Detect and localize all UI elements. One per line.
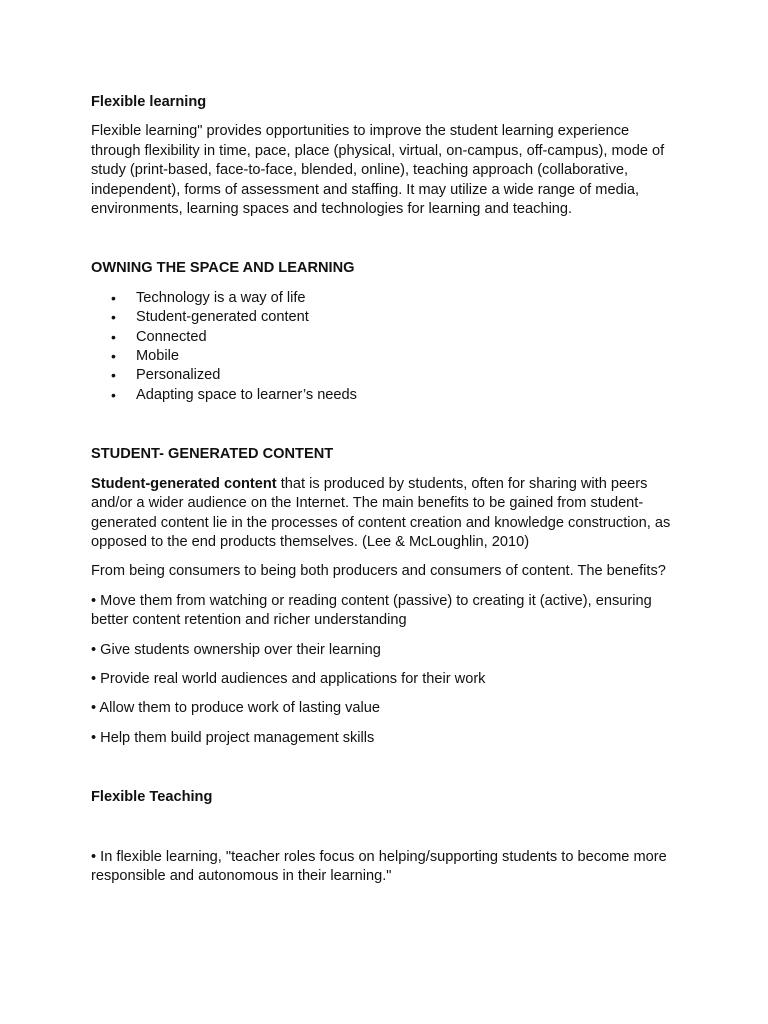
spacer (91, 689, 681, 699)
bullet-icon: • (111, 328, 116, 345)
spacer (91, 112, 681, 122)
intro-bold-term: Student-generated content (91, 475, 277, 492)
list-item-text: Technology is a way of life (136, 289, 306, 306)
list-item (91, 308, 681, 327)
list-item (91, 328, 681, 347)
list-item (91, 347, 681, 366)
heading-flexible-teaching: Flexible Teaching (91, 789, 213, 806)
bullet-icon: • (111, 367, 116, 384)
list-item-text: Student-generated content (136, 309, 309, 326)
spacer (91, 219, 681, 259)
benefit-item: • Provide real world audiences and applications for their work (91, 670, 486, 687)
document-body (91, 93, 681, 886)
spacer (91, 279, 681, 289)
list-item-text: Adapting space to learner’s needs (136, 386, 357, 403)
bullet-icon: • (111, 348, 116, 365)
list-item (91, 386, 681, 405)
flexible-teaching-paragraph: • In flexible learning, "teacher roles focus on helping/supporting students to become more responsible and autonomous in their learning." (91, 848, 667, 884)
spacer (91, 405, 681, 445)
list-item-text: Mobile (136, 348, 179, 365)
spacer (91, 719, 681, 729)
spacer (91, 631, 681, 641)
spacer (91, 748, 681, 788)
bullet-icon: • (111, 309, 116, 326)
spacer (91, 552, 681, 562)
student-generated-intro (91, 475, 681, 553)
list-item (91, 366, 681, 385)
bullet-icon: • (111, 386, 116, 403)
spacer (91, 808, 681, 848)
benefits-lead: From being consumers to being both producers and consumers of content. The benefits? (91, 563, 666, 580)
list-item-text: Connected (136, 328, 207, 345)
spacer (91, 582, 681, 592)
benefit-item: • Help them build project management skills (91, 729, 375, 746)
list-item (91, 289, 681, 308)
heading-flexible-learning: Flexible learning (91, 94, 207, 110)
benefit-item: • Allow them to produce work of lasting value (91, 700, 381, 717)
heading-student-generated-content: STUDENT- GENERATED CONTENT (91, 446, 334, 463)
list-item-text: Personalized (136, 367, 221, 384)
intro-text: that is produced by students, often for sharing with peers and/or a wider audience on the Internet. The main benefits to be gained from student-generated content lie in the processes of content creation and knowledge construction, as opposed to the end products themselves. (Lee & McLoughlin, 2010) (91, 475, 671, 550)
benefit-item: • Move them from watching or reading content (passive) to creating it (active), ensuring better content retention and richer understanding (91, 592, 652, 629)
flexible-learning-paragraph: Flexible learning" provides opportunities to improve the student learning experience through flexibility in time, pace, place (physical, virtual, on-campus, off-campus), mode of study (print-based, face-to-face, blended, online), teaching approach (collaborative, independent), forms of assessment and staffing. It may utilize a wide range of media, environments, learning spaces and technologies for learning and teaching. (91, 123, 665, 218)
benefit-item: • Give students ownership over their learning (91, 641, 381, 658)
bullet-icon: • (111, 289, 116, 306)
spacer (91, 660, 681, 670)
spacer (91, 465, 681, 475)
owning-space-list (91, 289, 681, 405)
heading-owning-space: OWNING THE SPACE AND LEARNING (91, 260, 355, 277)
